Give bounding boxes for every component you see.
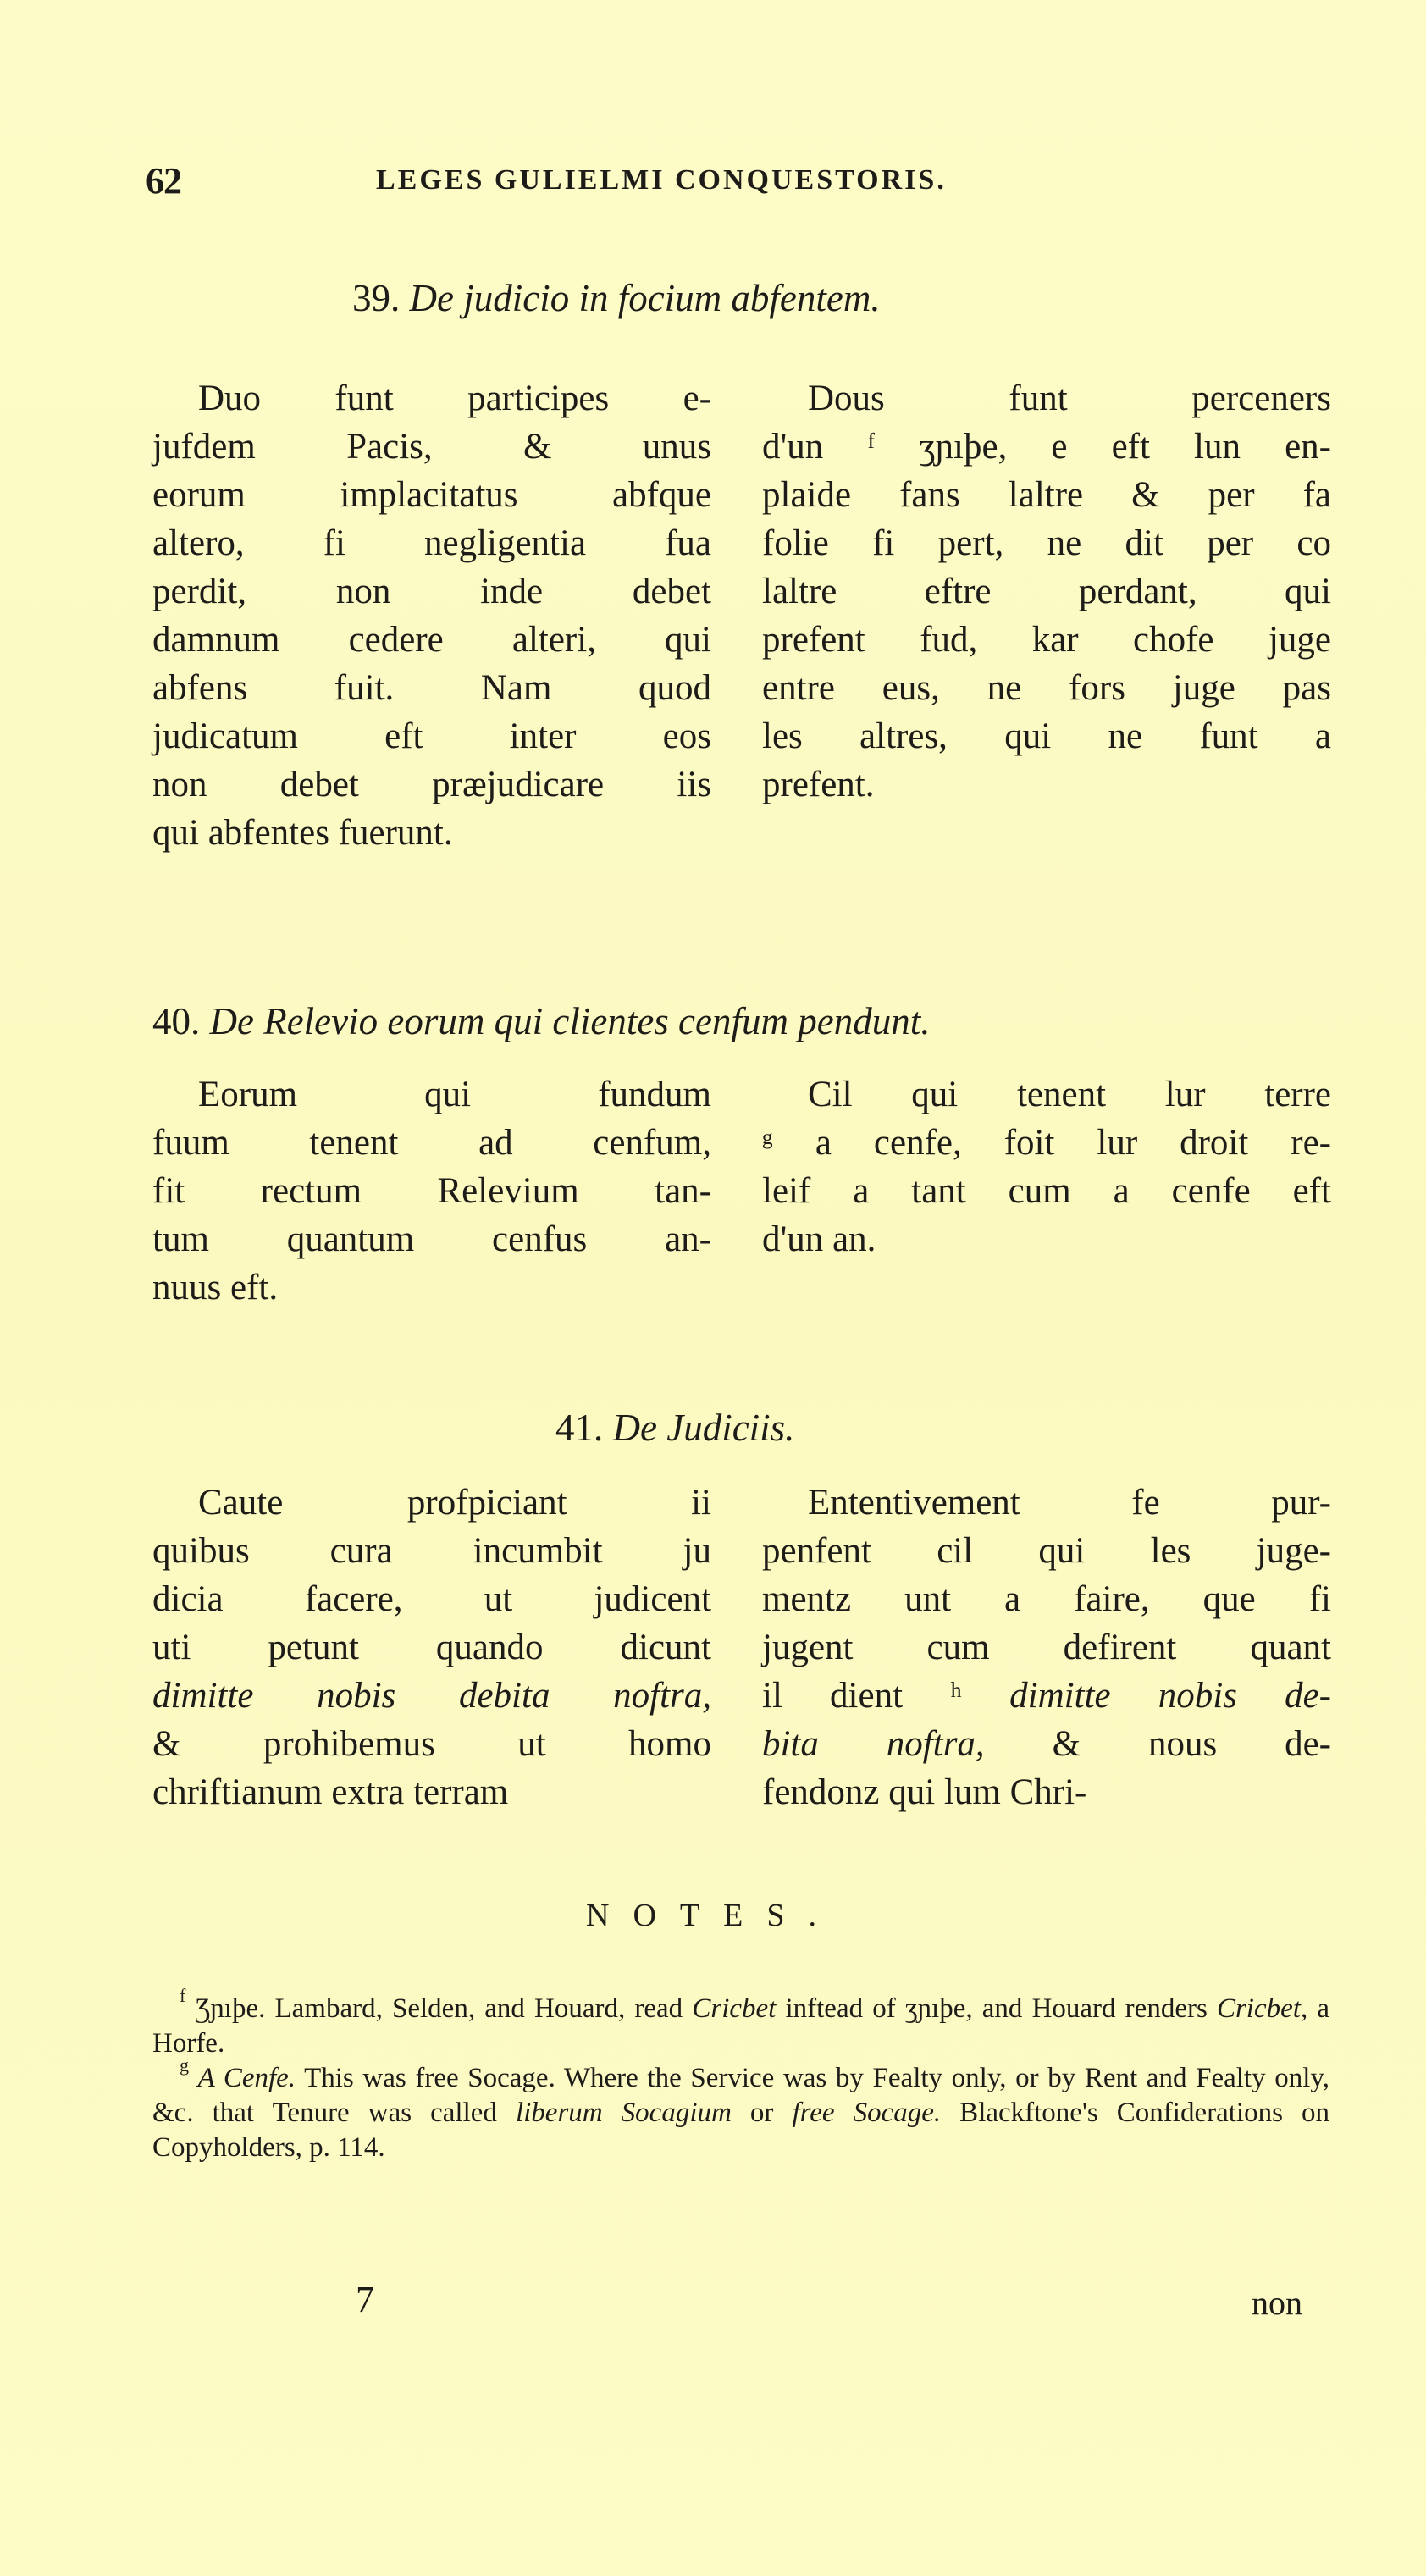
latin-column-39 [152, 374, 711, 857]
text-line: les altres, qui ne funt a [762, 716, 1331, 756]
note-text: inftead of ʒɲıþe, and Houard renders [776, 1993, 1217, 2024]
text-line: Ententivement fe pur- [808, 1483, 1331, 1523]
latin-column-41 [152, 1479, 711, 1816]
section-heading-41 [555, 1406, 1426, 1450]
text-line: dicia facere, ut judicent [152, 1579, 711, 1619]
latin-column-40 [152, 1070, 711, 1312]
note-italic: Cricbet [1216, 1993, 1301, 2024]
text-line: jugent cum defirent quant [762, 1628, 1331, 1667]
section-title: De Judiciis. [612, 1407, 795, 1449]
note-mark: g [180, 2054, 189, 2076]
text-line: uti petunt quando dicunt [152, 1628, 711, 1667]
french-column-41 [762, 1479, 1331, 1816]
text-line: & prohibemus ut homo [152, 1724, 711, 1764]
running-head [146, 159, 1348, 210]
text-line: d'un ᶠ ʒɲıþe, e eft lun en- [762, 427, 1331, 467]
section-number: 40. [152, 1000, 201, 1042]
text-line: prefent. [762, 765, 875, 804]
text-line: judicatum eft inter eos [152, 716, 711, 756]
note-text: , a Horfe. [152, 1993, 1329, 2059]
section-number: 41. [555, 1407, 604, 1449]
text-line: fendonz qui lum Chri- [762, 1772, 1087, 1812]
text-line: perdit, non inde debet [152, 572, 711, 611]
text-line: d'un an. [762, 1219, 876, 1259]
text-line: Caute profpiciant ii [198, 1483, 711, 1523]
note-italic: A Cenfe. [197, 2063, 296, 2093]
text-line: prefent fud, kar chofe juge [762, 620, 1331, 660]
book-title: LEGES GULIELMI CONQUESTORIS. [376, 164, 947, 196]
text-line: ᵍ a cenfe, foit lur droit re- [762, 1123, 1331, 1163]
text-line: bita noftra, & nous de- [762, 1724, 1331, 1764]
text-line: non debet præjudicare iis [152, 765, 711, 804]
note-italic: liberum Socagium [515, 2098, 732, 2128]
section-heading-40 [152, 999, 1355, 1043]
text-line: nuus eft. [152, 1268, 279, 1307]
note-g [152, 2054, 1329, 2165]
note-text: or [731, 2098, 793, 2128]
text-line: folie fi pert, ne dit per co [762, 523, 1331, 563]
note-text: Ʒɲıþe. Lambard, Selden, and Houard, read [195, 1993, 693, 2024]
section-title: De Relevio eorum qui clientes cenfum pendunt. [209, 1000, 931, 1042]
text-line: Cil qui tenent lur terre [808, 1075, 1331, 1114]
text-line: fuum tenent ad cenfum, [152, 1123, 711, 1163]
text-line: entre eus, ne fors juge pas [762, 668, 1331, 708]
note-mark: f [180, 1985, 186, 2006]
text-line: chriftianum extra terram [152, 1772, 509, 1812]
text-line: tum quantum cenfus an- [152, 1219, 711, 1259]
note-text: This was free Socage. Where the Service was by Fealty only, or by Rent and Fealty only, &c. that Tenure was called [152, 2063, 1329, 2128]
notes-heading: NOTES. [586, 1898, 840, 1933]
text-line: fit rectum Relevium tan- [152, 1171, 711, 1211]
notes-block [152, 1985, 1329, 2165]
page-number: 62 [146, 160, 181, 202]
text-line: mentz unt a faire, que fi [762, 1579, 1331, 1619]
text-line: plaide fans laltre & per fa [762, 475, 1331, 515]
text-line: damnum cedere alteri, qui [152, 620, 711, 660]
text-line: qui abfentes fuerunt. [152, 813, 453, 853]
text-line: laltre eftre perdant, qui [762, 572, 1331, 611]
french-column-40 [762, 1070, 1331, 1263]
french-column-39 [762, 374, 1331, 809]
note-italic: Cricbet [692, 1993, 777, 2024]
text-line: dimitte nobis debita noftra, [152, 1676, 711, 1716]
section-number: 39. [352, 277, 401, 319]
text-line: eorum implacitatus abfque [152, 475, 711, 515]
text-line: penfent cil qui les juge- [762, 1531, 1331, 1571]
text-line: Dous funt perceners [808, 379, 1331, 418]
note-italic: free Socage. [792, 2098, 942, 2128]
signature-mark: 7 [356, 2279, 374, 2320]
text-line: altero, fi negligentia fua [152, 523, 711, 563]
note-f [152, 1985, 1329, 2061]
section-title: De judicio in focium abfentem. [409, 277, 881, 319]
text-line: leif a tant cum a cenfe eft [762, 1171, 1331, 1211]
text-line: Eorum qui fundum [198, 1075, 711, 1114]
note-text: Blackftone's Confiderations on Copyholders, p. 114. [152, 2098, 1329, 2163]
catchword: non [1252, 2284, 1302, 2322]
text-line: quibus cura incumbit ju [152, 1531, 711, 1571]
text-line: abfens fuit. Nam quod [152, 668, 711, 708]
text-line: Duo funt participes e- [198, 379, 711, 418]
section-heading-39 [352, 276, 1426, 320]
text-line: il dient ʰ dimitte nobis de- [762, 1676, 1331, 1716]
text-line: jufdem Pacis, & unus [152, 427, 711, 467]
